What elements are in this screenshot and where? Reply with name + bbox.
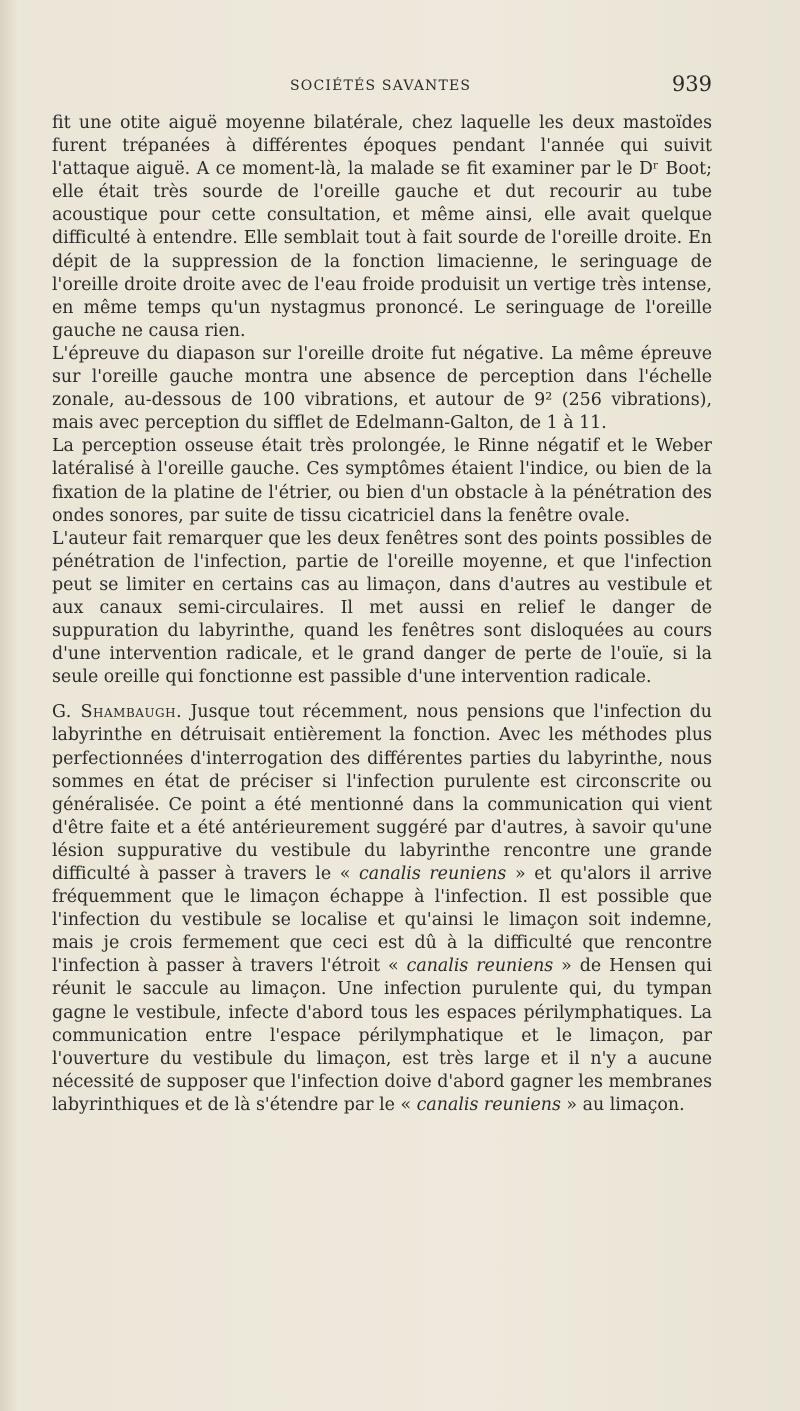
paragraph-1: fit une otite aiguë moyenne bilatérale, chez laquelle les deux mastoïdes furent trépanées à différentes époques pendant l'année qui suivit l'attaque aiguë. A ce moment-là, la malade se fit examiner par le Dʳ Boot; elle était très sourde de l'oreille gauche et dut recourir au tube acoustique pour cette consultation, et même ainsi, elle avait quelque difficulté à entendre. Elle semblait tout à fait sourde de l'oreille droite. En dépit de la suppression de la fonction limacienne, le seringuage de l'oreille droite droite avec de l'eau froide produisit un vertige très intense, en même temps qu'un nystagmus prononcé. Le seringuage de l'oreille gauche ne causa rien. bbox=[52, 113, 712, 341]
latin-term: canalis reuniens bbox=[359, 864, 507, 884]
paragraph-segment: » et qu'alors il arrive fréquemment que le limaçon échappe à l'infection. Il est possible que l'infection du vestibule se localise et qu'ainsi le limaçon soit indemne, mais je crois fermement que ceci est dû à la difficulté que rencontre l'infection à passer à travers l'étroit « bbox=[52, 864, 712, 977]
paragraph-3: La perception osseuse était très prolongée, le Rinne négatif et le Weber latéralisé à l'oreille gauche. Ces symptômes étaient l'indice, ou bien de la fixation de la platine de l'étrier, ou bien d'un obstacle à la pénétration des ondes sonores, par suite de tissu cicatriciel dans la fenêtre ovale. bbox=[52, 436, 712, 526]
paragraph-segment: » au limaçon. bbox=[560, 1094, 685, 1115]
page-header bbox=[52, 72, 712, 102]
latin-term: canalis reuniens bbox=[416, 1094, 561, 1115]
article-body bbox=[52, 112, 712, 1117]
speaker-name: G. Shambaugh. bbox=[52, 702, 183, 723]
paragraph-shambaugh bbox=[52, 701, 712, 1117]
running-title: SOCIÉTÉS SAVANTES bbox=[290, 78, 472, 94]
latin-term: canalis reuniens bbox=[406, 956, 554, 977]
page-number: 939 bbox=[671, 72, 712, 96]
paragraph-2: L'épreuve du diapason sur l'oreille droite fut négative. La même épreuve sur l'oreille gauche montra une absence de perception dans l'échelle zonale, au-dessous de 100 vibrations, et autour de 9² (256 vibrations), mais avec perception du sifflet de Edelmann-Galton, de 1 à 11. bbox=[52, 343, 712, 434]
paragraph-segment: Jusque tout récemment, nous pensions que l'infection du labyrinthe en détruisait entièrement la fonction. Avec les méthodes plus perfectionnées d'interrogation des différentes parties du labyrinthe, nous sommes en état de préciser si l'infection purulente est circonscrite ou généralisée. Ce point a été mentionné dans la communication qui vient d'être faite et a été antérieurement suggéré par d'autres, à savoir qu'une lésion suppurative du vestibule du labyrinthe rencontre une grande difficulté à passer à travers le « bbox=[52, 702, 712, 884]
paragraph-segment: » de Hensen qui réunit le saccule au limaçon. Une infection purulente qui, du tympan gagne le vestibule, infecte d'abord tous les espaces périlymphatiques. La communication entre l'espace périlymphatique et le limaçon, par l'ouverture du vestibule du limaçon, est très large et il n'y a aucune nécessité de supposer que l'infection doive d'abord gagner les membranes labyrinthiques et de là s'étendre par le « bbox=[52, 956, 712, 1115]
paragraph-4: L'auteur fait remarquer que les deux fenêtres sont des points possibles de pénétration de l'infection, partie de l'oreille moyenne, et que l'infection peut se limiter en certains cas au limaçon, dans d'autres au vestibule et aux canaux semi-circulaires. Il met aussi en relief le danger de suppuration du labyrinthe, quand les fenêtres sont disloquées au cours d'une intervention radicale, et le grand danger de perte de l'ouïe, si la seule oreille qui fonctionne est passible d'une intervention radicale. bbox=[52, 528, 712, 688]
